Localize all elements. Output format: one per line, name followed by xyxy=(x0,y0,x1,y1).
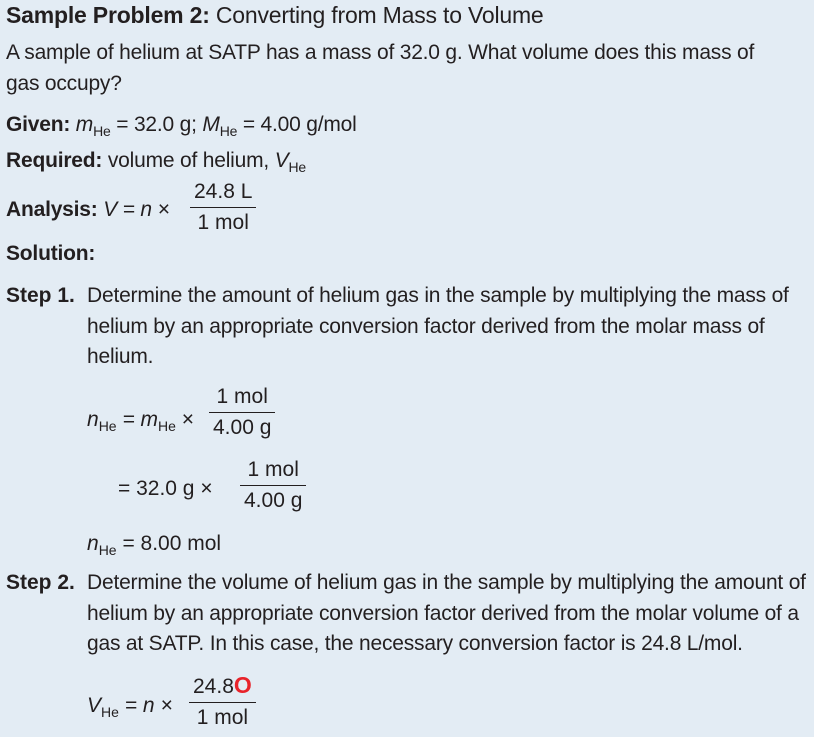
step-1-eq1-mid: = m xyxy=(122,408,159,431)
step-2-label: Step 2. xyxy=(6,571,75,594)
title-text: Converting from Mass to Volume xyxy=(215,2,544,28)
solution-label: Solution: xyxy=(6,242,96,265)
given-molar-mass-value: 4.00 g/mol xyxy=(260,113,357,136)
step-1-label: Step 1. xyxy=(6,284,75,307)
analysis-fraction xyxy=(190,180,256,235)
step-2-numerator-value: 24.8 xyxy=(193,675,234,698)
required-text: volume of helium, xyxy=(107,149,270,172)
step-1-fraction-1-denominator: 4.00 g xyxy=(213,416,272,439)
analysis-label: Analysis: xyxy=(6,198,98,221)
step-2-equation xyxy=(87,693,173,719)
amount-subscript: He xyxy=(98,418,117,434)
step-1-eq1-times: × xyxy=(181,408,195,431)
analysis-expression: V = n × xyxy=(103,198,170,221)
red-annotation-mark: O xyxy=(233,672,252,698)
title-label: Sample Problem 2: xyxy=(6,2,210,28)
step-1-eq1-mass-subscript: He xyxy=(158,418,176,434)
step-2-volume-symbol: V xyxy=(87,694,102,717)
step-1-fraction-1 xyxy=(209,385,275,440)
problem-line-2: gas occupy? xyxy=(6,72,122,95)
given-mass-value: 32.0 g; xyxy=(133,113,197,136)
step-2-fraction-numerator xyxy=(189,673,256,703)
step-2-fraction-denominator: 1 mol xyxy=(196,706,249,729)
given-equals-2: = xyxy=(237,113,261,136)
solution-heading xyxy=(6,241,95,267)
mass-symbol: m xyxy=(75,113,94,136)
amount-symbol: n xyxy=(87,408,99,431)
step-2-eq-mid: = n × xyxy=(124,694,173,717)
given-label: Given: xyxy=(6,113,71,136)
step-1-fraction-2 xyxy=(240,458,306,513)
mass-subscript: He xyxy=(93,123,111,139)
problem-line-1: A sample of helium at SATP has a mass of 32.0 g. What volume does this mass of xyxy=(6,41,755,64)
step-2-fraction xyxy=(189,673,256,730)
molar-mass-subscript: He xyxy=(219,123,238,139)
volume-subscript: He xyxy=(288,159,306,175)
step-1-result xyxy=(87,531,221,557)
step-1-fraction-2-denominator: 4.00 g xyxy=(244,489,303,512)
step-1-fraction-1-numerator: 1 mol xyxy=(209,385,275,413)
step-1-fraction-2-numerator: 1 mol xyxy=(240,458,306,486)
step-1-equation-2: = 32.0 g × xyxy=(118,477,213,500)
result-amount-subscript: He xyxy=(98,542,117,558)
molar-mass-symbol: M xyxy=(202,113,220,136)
result-amount-value: = 8.00 mol xyxy=(122,532,222,555)
volume-symbol: V xyxy=(274,149,289,172)
given-line xyxy=(6,112,357,138)
required-line xyxy=(6,148,306,174)
analysis-numerator: 24.8 L xyxy=(190,180,256,208)
step-2-text: Determine the volume of helium gas in the sample by multiplying the amount of helium by an appropriate conversion factor derived from the molar volume of a gas at SATP. In this case, the necessary conversion factor is 24.8 L/mol. xyxy=(87,571,806,655)
step-1-equation-1 xyxy=(87,407,194,433)
page-title xyxy=(6,1,544,29)
step-1-text: Determine the amount of helium gas in the sample by multiplying the mass of helium by an appropriate conversion factor derived from the molar mass of helium. xyxy=(87,284,789,368)
analysis-denominator: 1 mol xyxy=(197,211,249,234)
required-label: Required: xyxy=(6,149,103,172)
analysis-line xyxy=(6,197,170,223)
given-equals-1: = xyxy=(110,113,134,136)
step-2-volume-subscript: He xyxy=(101,704,119,720)
result-amount-symbol: n xyxy=(87,532,99,555)
